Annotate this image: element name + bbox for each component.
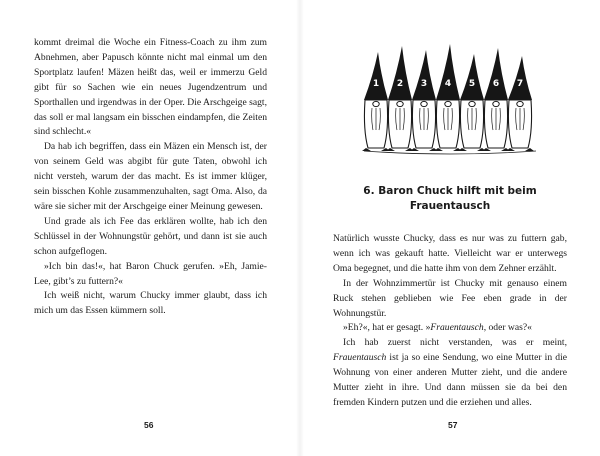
gnome-figure [410, 50, 438, 151]
paragraph: In der Wohnzimmertür ist Chucky mit genauso einem Ruck stehen geblieben wie Fee eben grade in der Wohnungstür. [333, 277, 567, 319]
gnome-figure [386, 46, 414, 151]
gnome-figure [458, 54, 486, 151]
hat-number: 3 [420, 79, 428, 89]
paragraph: »Ich bin das!«, hat Baron Chuck gerufen. »Eh, Jamie-Lee, gibt’s zu futtern?« [34, 260, 267, 287]
right-body-text [333, 232, 567, 411]
paragraph: Ich weiß nicht, warum Chucky immer glaubt, dass ich mich um das Essen kümmern soll. [34, 290, 267, 317]
gnome-figure [434, 44, 462, 151]
hat-number: 5 [468, 79, 476, 89]
paragraph-text: Ich hab zuerst nicht verstanden, was er meint, [343, 337, 567, 349]
chapter-title [320, 184, 580, 214]
hat-number: 4 [444, 79, 452, 89]
right-page [300, 0, 600, 456]
gnome-figure [362, 52, 390, 151]
paragraph [333, 321, 567, 336]
emphasis-text: Frauentausch [430, 322, 484, 334]
hat-number: 7 [516, 79, 524, 89]
chapter-title-line-1: 6. Baron Chuck hilft mit beim [363, 185, 537, 197]
paragraph [333, 336, 567, 411]
paragraph: Da hab ich begriffen, dass ein Mäzen ein Mensch ist, der von seinem Geld was abgibt für gute Taten, obwohl ich nicht versteh, warum der das macht. Es ist immer klüger, sein bisschen Kohle zusammenzuhalten, sagt Oma. Also, da wäre sie sicher mit der Arschgeige einer Meinung gewesen. [34, 141, 267, 212]
paragraph: kommt dreimal die Woche ein Fitness-Coach zu ihm zum Abnehmen, aber Papusch könnte nicht mal einmal um den Sportplatz laufen! Mäzen heißt das, weil er immerzu Geld gibt für so Sachen wie ein neues Jugendzentrum und Sporthallen und irgendwas in der Oper. Die Arschgeige sagt, das soll er mal langsam ein bisschen eindampfen, die Zeiten sind schlecht.« [34, 37, 267, 138]
chapter-title-line-2: Frauentausch [409, 200, 491, 212]
page-number-right: 57 [448, 420, 458, 430]
paragraph-text: ist ja so eine Sendung, wo eine Mutter in die Wohnung von einer anderen Mutter zieht, und die andere Mutter zieht in ihre. Und dann müssen sie da bei den fremden Kindern putzen und die erziehen und alles. [333, 352, 567, 408]
emphasis-text: Frauentausch [333, 352, 387, 364]
paragraph: Und grade als ich Fee das erklären wollte, hab ich den Schlüssel in der Wohnungstür gehört, und dann ist sie auch schon aufgeflogen. [34, 215, 267, 257]
paragraph: Natürlich wusste Chucky, dass es nur was zu futtern gab, wenn ich was gekauft hatte. Vielleicht war er unterwegs Oma begegnet, und die hatte ihm von dem Zehner erzählt. [333, 233, 567, 274]
left-body-text [34, 36, 267, 319]
seven-gnomes-icon [360, 42, 540, 162]
hat-number: 6 [492, 79, 500, 89]
paragraph-text: »Eh?«, hat er gesagt. » [343, 322, 431, 334]
gnome-figure [506, 56, 534, 151]
page-number-left: 56 [144, 420, 154, 430]
paragraph-text: , oder was?« [483, 322, 532, 334]
hat-number: 1 [372, 79, 380, 89]
gnome-figure [482, 48, 510, 151]
hat-number: 2 [396, 79, 404, 89]
